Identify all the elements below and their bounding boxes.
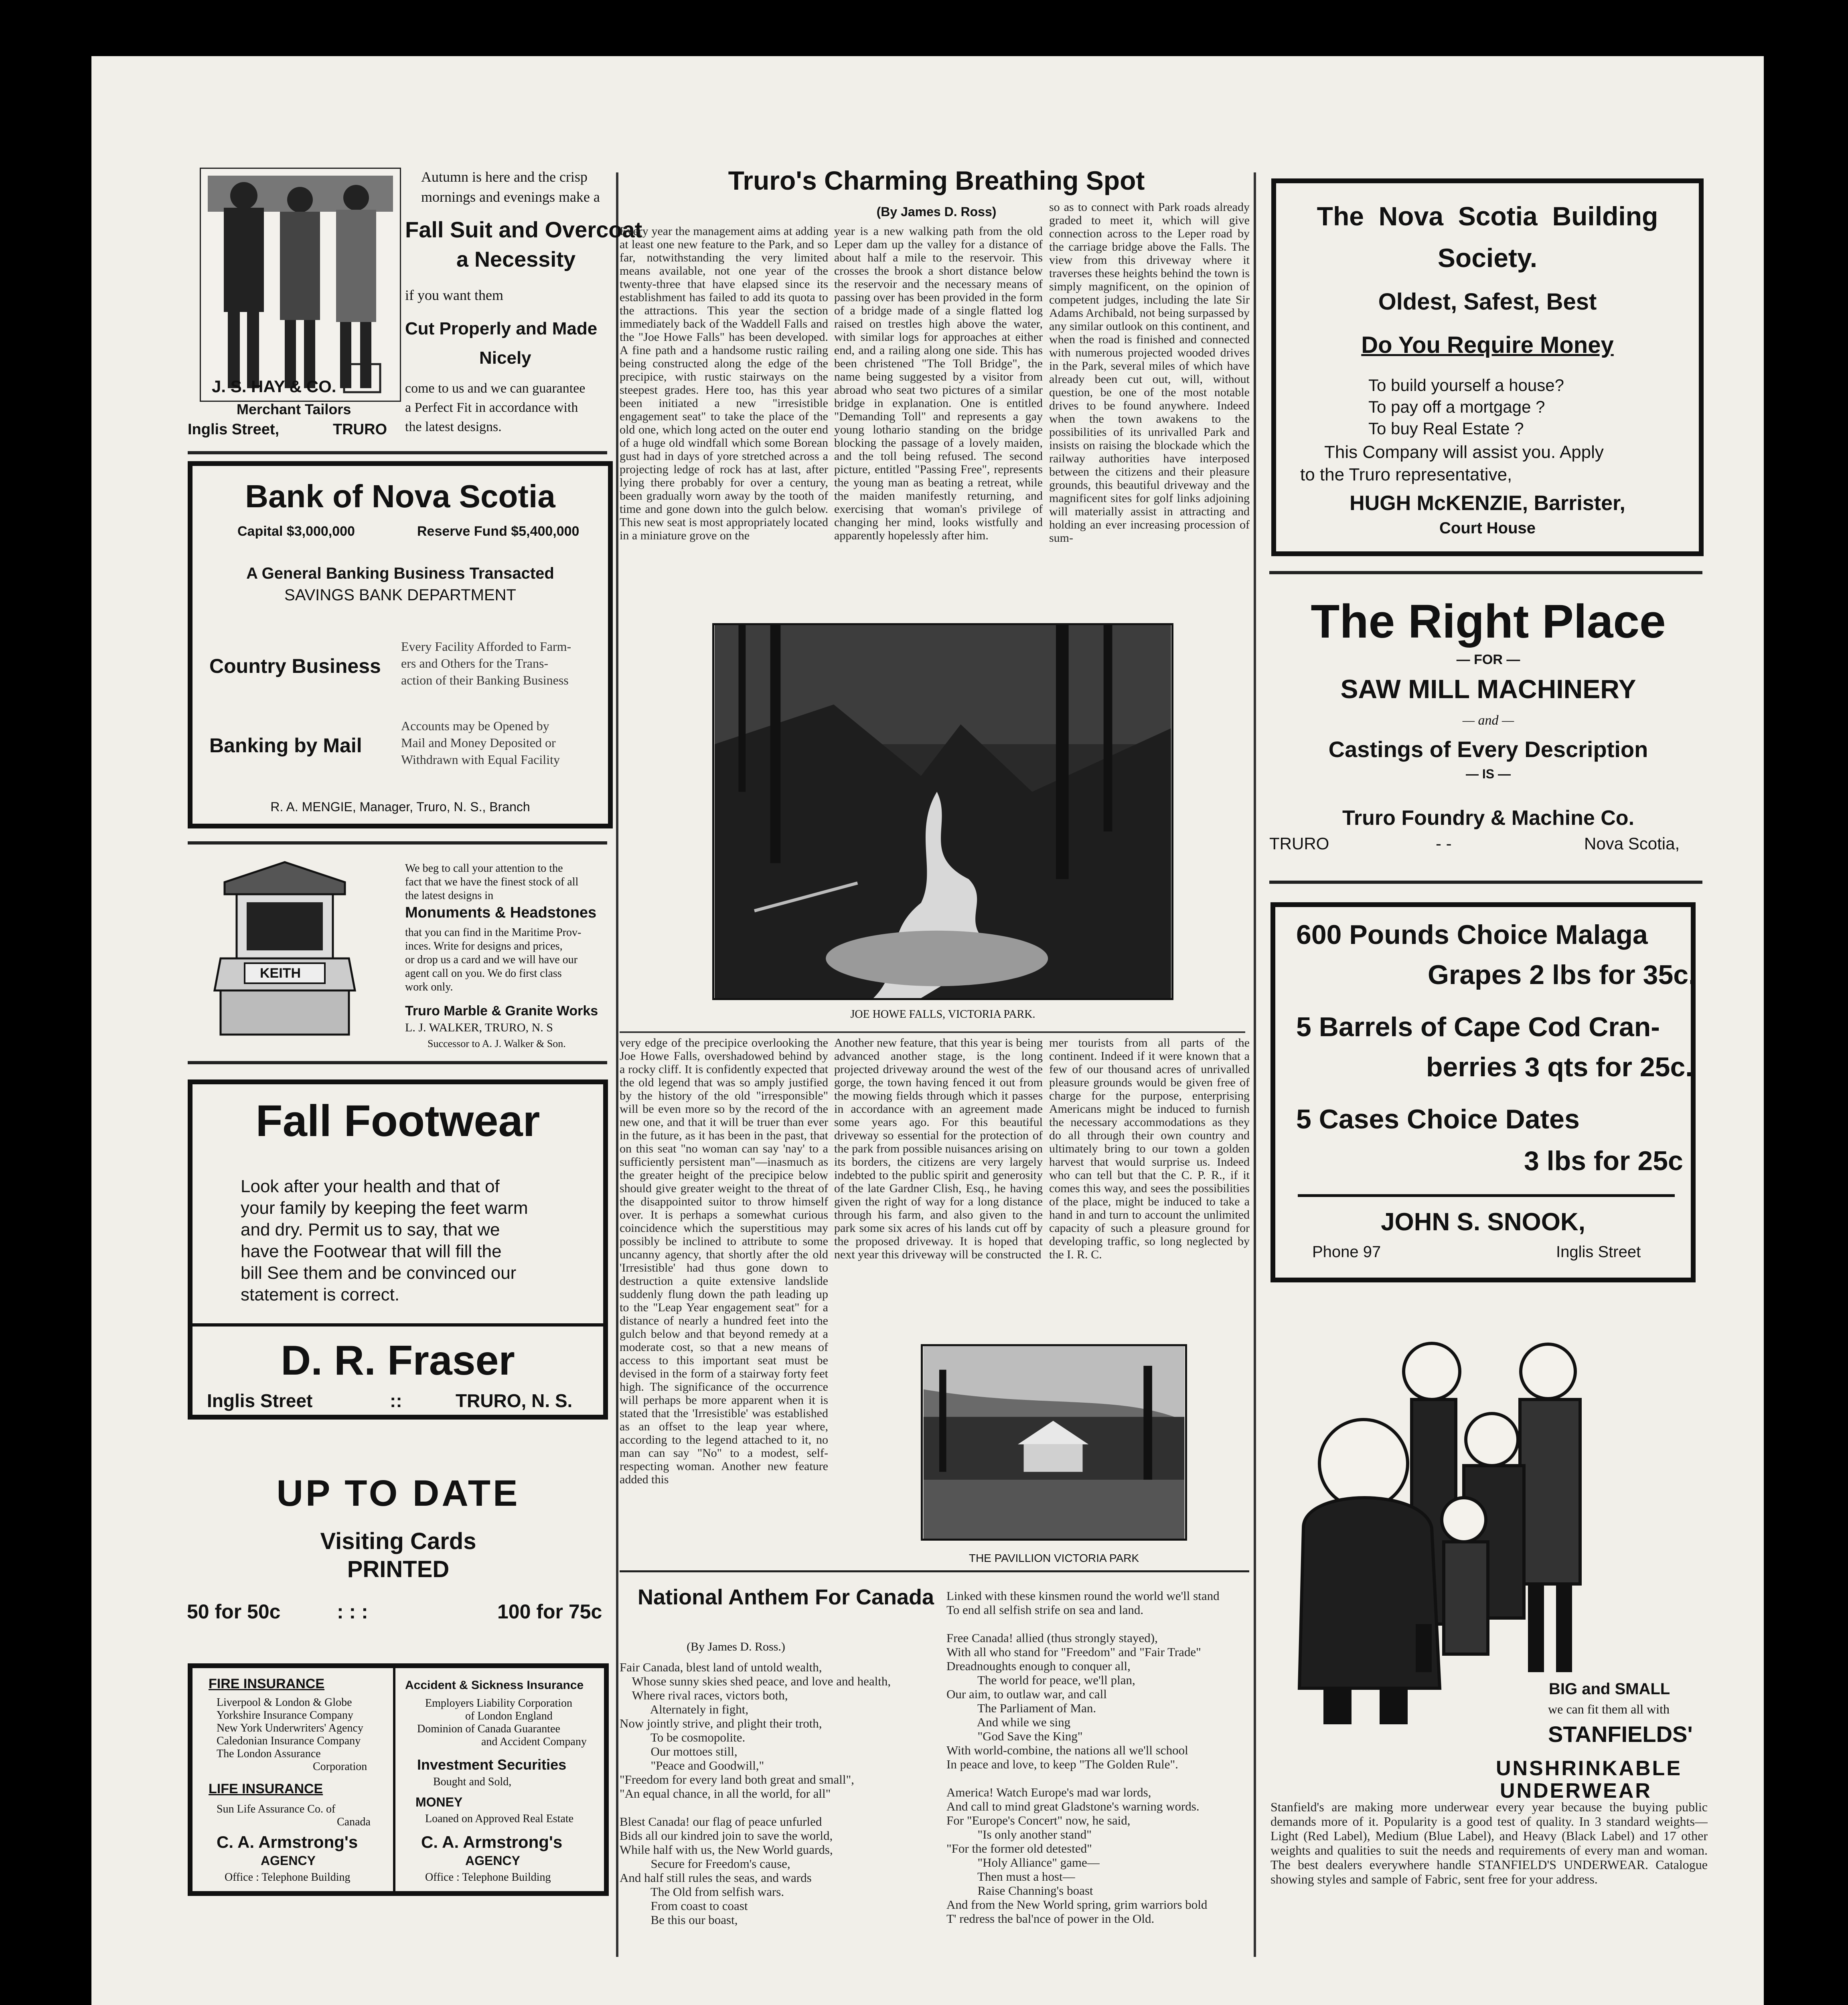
- snook-name: JOHN S. SNOOK,: [1381, 1208, 1585, 1236]
- hay-sub: Merchant Tailors: [237, 401, 351, 417]
- foundry-truro: TRURO: [1269, 834, 1329, 853]
- article-col-5: Another new feature, that this year is being advanced another stage, is the long projected driveway around the west of the gorge, the town having fenced it out from the mowing fields through which it passes in accordance with an agreement made some years ago. For this beautiful driveway so essential for the protection of the park from possible nuisances arising on its borders, the citizens are very largely indebted to the public spirit and generosity of the late Gardner Clish, Esq., he having given the right of way for a long distance through his farm, and also given to the park some six acres of his lands cut off by the proposed driveway. It is hoped that next year this driveway will be constructed: [834, 1036, 1043, 1261]
- monument-illustration: [209, 858, 361, 1047]
- bank-mail-text-3: Withdrawn with Equal Facility: [401, 752, 560, 767]
- section-divider: [1269, 881, 1702, 884]
- mon-headline: Monuments & Headstones: [405, 904, 597, 921]
- ins-money: MONEY: [415, 1795, 463, 1809]
- snook-l1: 600 Pounds Choice Malaga: [1296, 919, 1648, 950]
- column-rule: [616, 172, 618, 1957]
- anthem-left: Fair Canada, blest land of untold wealth, Whose sunny skies shed peace, and love and health, Where rival races, victors both, Alternately in fight, Now jointly strive, and plight their troth, To be cosmopolite. Our mottoes still, "Peace and Goodwill," "Freedom for every land both great and small", "An equal chance, in all the world, for all" Blest Canada! our flag of peace unfurled Bids all our kindred join to save the world, While half with us, the New World guards, Secure for Freedom's cause, And half still rules the seas, and wards The Old from selfish wars. From coast to coast Be this our boast,: [620, 1660, 891, 1927]
- footwear-body-6: statement is correct.: [241, 1285, 400, 1304]
- bs-rep: to the Truro representative,: [1300, 465, 1512, 484]
- bank-country-text-3: action of their Banking Business: [401, 673, 569, 687]
- insurance-divider: [393, 1668, 395, 1891]
- stanfield-underwear: UNDERWEAR: [1500, 1779, 1652, 1802]
- snook-street: Inglis Street: [1556, 1243, 1641, 1261]
- cards-price-1: 50 for 50c: [187, 1600, 281, 1623]
- bs-require: Do You Require Money: [1361, 332, 1614, 358]
- footwear-name: D. R. Fraser: [281, 1337, 515, 1384]
- article-col-1: Every year the management aims at adding at least one new feature to the Park, and so far, notwithstanding the very limited means available, not one year of the twenty-three that have elapsed since its establishment has failed to add its quota to the attractions. This year the section immediately back of the Waddell Falls and the "Joe Howe Falls" has been developed. A fine path and a handsome rustic railing being constructed along the edge of the precipice, with rustic stairways on the steepest grades. Here too, has this year been initiated a new "irresistible engagement seat" to take the place of the old one, which long acted on the outer end of a huge old windfall which some Borean gust had in days of yore stretched across a projecting ledge of rock has at last, after lying there probably for over a century, been gradually worn away by the tooth of time and gone down into the gulch below. This new seat is most appropriately located in a miniature grove on the: [620, 225, 828, 542]
- bs-q3: To buy Real Estate ?: [1368, 419, 1524, 438]
- foundry-saw: SAW MILL MACHINERY: [1340, 674, 1636, 704]
- snook-ad: [1270, 902, 1696, 1282]
- ins-fire-1: Liverpool & London & Globe: [217, 1696, 352, 1709]
- ins-agency-name: C. A. Armstrong's: [217, 1833, 358, 1851]
- bank-savings: SAVINGS BANK DEPARTMENT: [284, 586, 516, 604]
- mon-walker: L. J. WALKER, TRURO, N. S: [405, 1021, 553, 1034]
- bank-reserve: Reserve Fund $5,400,000: [417, 524, 580, 539]
- bank-title: Bank of Nova Scotia: [245, 478, 555, 514]
- mon-intro-1: We beg to call your attention to the: [405, 862, 563, 875]
- footwear-body-5: bill See them and be convinced our: [241, 1263, 517, 1283]
- ins-office: Office : Telephone Building: [225, 1871, 351, 1883]
- article-col-6: mer tourists from all parts of the continent. Indeed if it were known that a few of our thousand acres of unrivalled pleasure grounds would be given free of charge for the purpose, enterprising Americans might be induced to furnish the necessary accommodations as they do all through their own country and ultimately bring to our town a golden harvest that would surprise us. Indeed who can tell but that the C. P. R., if it comes this way, and sees the possibilities of the place, might be induced to take a hand in and turn to account the unlimited capacity of such a pleasure ground for developing traffic, so long neglected by the I. R. C.: [1049, 1036, 1250, 1261]
- foundry-castings: Castings of Every Description: [1328, 737, 1648, 762]
- bank-manager: R. A. MENGIE, Manager, Truro, N. S., Branch: [270, 800, 530, 814]
- falls-caption: JOE HOWE FALLS, VICTORIA PARK.: [850, 1008, 1035, 1021]
- footwear-ad: [188, 1079, 608, 1420]
- cards-price-2: 100 for 75c: [497, 1600, 602, 1623]
- column-rule: [1254, 172, 1256, 1957]
- footwear-sep: ::: [390, 1390, 402, 1411]
- bank-mail-text-2: Mail and Money Deposited or: [401, 735, 556, 750]
- ins-bought: Bought and Sold,: [433, 1776, 512, 1788]
- foundry-ns: Nova Scotia,: [1584, 834, 1680, 853]
- stanfield-big: BIG and SMALL: [1549, 1680, 1670, 1698]
- footwear-body-1: Look after your health and that of: [241, 1177, 500, 1196]
- cards-title: UP TO DATE: [276, 1473, 520, 1514]
- mon-text-2: inces. Write for designs and prices,: [405, 940, 563, 952]
- section-divider: [1269, 571, 1702, 574]
- foundry-title: The Right Place: [1311, 595, 1666, 648]
- monument-keith: KEITH: [260, 966, 301, 981]
- anthem-title: National Anthem For Canada: [638, 1585, 934, 1609]
- ins-accident-1: Employers Liability Corporation: [425, 1697, 573, 1709]
- article-title: Truro's Charming Breathing Spot: [728, 166, 1145, 195]
- bs-assist: This Company will assist you. Apply: [1324, 442, 1604, 462]
- anthem-right: Linked with these kinsmen round the world we'll stand To end all selfish strife on sea and land. Free Canada! allied (thus strongly stayed), With all who stand for "Freedom" and "Fair Trade" Dreadnoughts enough to conquer all, The world for peace, we'll plan, Our aim, to outlaw war, and call The Parliament of Man. And while we sing "God Save the King" With world-combine, the nations all we'll school In peace and love, to keep "The Golden Rule". America! Watch Europe's mad war lords, And call to mind great Gladstone's warning words. For "Europe's Concert" now, he said, "Is only another stand" "For the former old detested" "Holy Alliance" game— Then must a host— Raise Channing's boast And from the New World spring, grim warriors bold T' redress the bal'nce of power in the Old.: [946, 1589, 1220, 1926]
- insurance-ad: [188, 1663, 609, 1896]
- hay-come-1: come to us and we can guarantee: [405, 381, 586, 396]
- snook-l3: 5 Barrels of Cape Cod Cran-: [1296, 1012, 1660, 1042]
- men-illustration: [200, 168, 401, 402]
- hay-headline-1: Fall Suit and Overcoat: [405, 217, 642, 242]
- footwear-street: Inglis Street: [207, 1390, 313, 1411]
- anthem-byline: (By James D. Ross.): [687, 1640, 785, 1653]
- ins-life: LIFE INSURANCE: [209, 1781, 323, 1796]
- foundry-company: Truro Foundry & Machine Co.: [1342, 806, 1635, 830]
- cards-line-1: Visiting Cards: [320, 1528, 476, 1554]
- article-col-3: so as to connect with Park roads already graded to meet it, which will give connection across to the Leper road by the carriage bridge above the Falls. The view from this driveway where it traverses these heights behind the town is simply magnificent, on the opinion of competent judges, including the late Sir Adams Archibald, not being surpassed by any similar outlook on this continent, and when the road is finished and connected with numerous projected wooded drives in the Park, several miles of which have already been cut out, will, without question, be one of the most notable drives to be found anywhere. Indeed when the town awakens to the possibilities of its unrivalled Park and insists on raising the blockade which the railway authorities have interposed between the citizens and their pleasure grounds, this beautiful driveway and the magnificent sites for golf links adjoining will materially assist in attracting and holding an ever increasing procession of sum-: [1049, 200, 1250, 545]
- footwear-body-2: your family by keeping the feet warm: [241, 1198, 528, 1218]
- bank-ad: [188, 461, 613, 828]
- foundry-and: — and —: [1462, 713, 1514, 728]
- cards-line-2: PRINTED: [347, 1556, 450, 1582]
- bs-name: HUGH McKENZIE, Barrister,: [1350, 492, 1625, 515]
- hay-cut-2: Nicely: [479, 348, 531, 368]
- footwear-rule: [192, 1323, 603, 1327]
- foundry-for: — FOR —: [1456, 652, 1520, 667]
- bank-country-text-1: Every Facility Afforded to Farm-: [401, 639, 571, 654]
- ins-agency-name-2: C. A. Armstrong's: [421, 1833, 563, 1851]
- ins-accident: Accident & Sickness Insurance: [405, 1679, 584, 1692]
- mon-intro-3: the latest designs in: [405, 889, 494, 902]
- joe-howe-falls-photo: [712, 623, 1173, 1000]
- bs-q1: To build yourself a house?: [1368, 376, 1564, 395]
- mon-text-4: agent call on you. We do first class: [405, 967, 562, 980]
- bs-title-1: The Nova Scotia Building: [1317, 201, 1658, 231]
- footwear-title: Fall Footwear: [255, 1096, 540, 1146]
- hay-cut-1: Cut Properly and Made: [405, 319, 598, 338]
- bank-country-text-2: ers and Others for the Trans-: [401, 656, 549, 670]
- pavillion-photo: [921, 1344, 1187, 1541]
- hay-come-3: the latest designs.: [405, 419, 502, 434]
- building-society-ad: [1271, 178, 1704, 556]
- snook-rule: [1298, 1194, 1675, 1197]
- ins-fire-2: Yorkshire Insurance Company: [217, 1709, 353, 1721]
- ins-fire-5: The London Assurance: [217, 1748, 321, 1760]
- stanfield-body: Stanfield's are making more underwear every year because the buying public demands more of it. Popularity is a good test of quality. In 3 standard weights—Light (Red Label), Medium (Blue Label), and Heavy (Black Label) and 17 other weights and qualities to suit the needs and requirements of every man and woman. The best dealers everywhere handle STANFIELD'S UNDERWEAR. Catalogue showing styles and sample of Fabric, sent free for your address.: [1270, 1800, 1708, 1886]
- ins-accident-2: of London England: [465, 1710, 553, 1722]
- ins-agency: AGENCY: [261, 1853, 316, 1868]
- footwear-town: TRURO, N. S.: [456, 1390, 573, 1411]
- hay-line-2: mornings and evenings make a: [421, 189, 600, 205]
- section-divider: [188, 1061, 607, 1064]
- bs-court: Court House: [1439, 519, 1536, 537]
- ins-fire-6: Corporation: [313, 1760, 367, 1773]
- ins-fire: FIRE INSURANCE: [209, 1676, 325, 1691]
- bs-title-2: Society.: [1437, 243, 1538, 273]
- bank-capital: Capital $3,000,000: [237, 524, 355, 539]
- mon-successor: Successor to A. J. Walker & Son.: [428, 1038, 566, 1049]
- bank-country: Country Business: [209, 655, 381, 677]
- article-mid-rule: [620, 1031, 1245, 1033]
- hay-come-2: a Perfect Fit in accordance with: [405, 400, 578, 415]
- foundry-dashes: - -: [1436, 834, 1452, 853]
- ins-accident-3: Dominion of Canada Guarantee: [417, 1723, 560, 1735]
- hay-line-1: Autumn is here and the crisp: [421, 169, 588, 185]
- foundry-is: — IS —: [1465, 767, 1511, 781]
- bank-mail: Banking by Mail: [209, 734, 362, 757]
- bs-oldest: Oldest, Safest, Best: [1378, 289, 1597, 315]
- pavillion-caption: THE PAVILLION VICTORIA PARK: [969, 1552, 1139, 1564]
- hay-street: Inglis Street,: [188, 421, 280, 438]
- footwear-body-3: and dry. Permit us to say, that we: [241, 1220, 500, 1239]
- stanfield-brand: STANFIELDS': [1548, 1721, 1693, 1747]
- section-divider: [620, 1570, 1249, 1572]
- mon-intro-2: fact that we have the finest stock of all: [405, 876, 579, 888]
- mon-text-3: or drop us a card and we will have our: [405, 954, 578, 966]
- ins-loaned: Loaned on Approved Real Estate: [425, 1813, 574, 1825]
- section-divider: [188, 841, 607, 845]
- section-divider: [188, 451, 607, 454]
- hay-headline-2: a Necessity: [456, 247, 576, 271]
- snook-l4: berries 3 qts for 25c.: [1426, 1052, 1693, 1082]
- ins-fire-4: Caledonian Insurance Company: [217, 1735, 361, 1747]
- ins-agency-2: AGENCY: [465, 1853, 520, 1868]
- mon-text-5: work only.: [405, 981, 453, 993]
- mon-text-1: that you can find in the Maritime Prov-: [405, 926, 582, 939]
- ins-life-1: Sun Life Assurance Co. of: [217, 1803, 336, 1815]
- hay-town: TRURO: [333, 421, 387, 438]
- hay-name: J. S. HAY & CO.: [212, 377, 336, 396]
- article-byline: (By James D. Ross): [876, 205, 997, 219]
- footwear-body-4: have the Footwear that will fill the: [241, 1241, 502, 1261]
- bs-q2: To pay off a mortgage ?: [1368, 397, 1545, 416]
- ins-office-2: Office : Telephone Building: [425, 1871, 551, 1883]
- bank-mail-text-1: Accounts may be Opened by: [401, 719, 549, 733]
- ins-investment: Investment Securities: [417, 1756, 567, 1773]
- ins-life-2: Canada: [337, 1816, 371, 1828]
- stanfield-unshrink: UNSHRINKABLE: [1496, 1757, 1682, 1780]
- snook-l6: 3 lbs for 25c: [1524, 1146, 1683, 1176]
- snook-l2: Grapes 2 lbs for 35c.: [1428, 960, 1696, 990]
- article-col-2: year is a new walking path from the old Leper dam up the valley for a distance of about half a mile to the reservoir. This crosses the brook a short distance below the reservoir and the necessary means of passing over has been provided in the form of a bridge made of a single flatted log raised on trestles high above the water, with similar logs for approaches at either end, and a railing along one side. This has been christened "The Toll Bridge", the name being suggested by a visitor from abroad who seat two pictures of a similar bridge in explanation. One is entitled "Demanding Toll" and represents a gay young lothario standing on the bridge blocking the passage of a lovely maiden, and the toll being refused. The second picture, entitled "Passing Free", represents the young man as beating a retreat, while the maiden manifestly returning, and exercising that woman's privilege of changing her mind, looks wistfully and apparently hopelessly after him.: [834, 225, 1043, 542]
- hay-want: if you want them: [405, 287, 503, 303]
- ins-accident-4: and Accident Company: [481, 1736, 587, 1748]
- mon-company: Truro Marble & Granite Works: [405, 1003, 598, 1019]
- bank-general: A General Banking Business Transacted: [246, 565, 554, 582]
- cards-colons: : : :: [337, 1600, 368, 1623]
- stanfield-fit: we can fit them all with: [1548, 1702, 1670, 1716]
- snook-phone: Phone 97: [1312, 1243, 1381, 1261]
- article-col-4: very edge of the precipice overlooking the Joe Howe Falls, overshadowed behind by a rocky cliff. It is confidently expected that the old legend that was so amply justified by the history of the old "irresponsible" will be even more so by the record of the new one, and that it will be truer than ever in the future, as it has been in the past, that on this seat "no woman can say 'nay' to a sufficiently persistent man"—inasmuch as the greater height of the precipice below should give greater weight to the threat of the disappointed suitor to throw himself over. It is perhaps a somewhat curious coincidence which the superstitious may possibly be inclined to attribute to some uncanny agency, that shortly after the old 'Irresistible' had thus gone down to destruction a quite extensive landslide suddenly flung down the path leading up to the "Leap Year engagement seat" for a distance of nearly a hundred feet into the gulch below and that beyond remedy at a moderate cost, so that a new means of access to this important seat must be devised in the form of a stairway forty feet high. The significance of the occurrence will perhaps be more apparent when it is stated that the 'Irresistible' was established as an offset to the leap year where, according to the legend attached to it, no man can say "No" to a modest, self-respecting woman. Another new feature added this: [620, 1036, 828, 1486]
- snook-l5: 5 Cases Choice Dates: [1296, 1104, 1580, 1134]
- ins-fire-3: New York Underwriters' Agency: [217, 1722, 363, 1734]
